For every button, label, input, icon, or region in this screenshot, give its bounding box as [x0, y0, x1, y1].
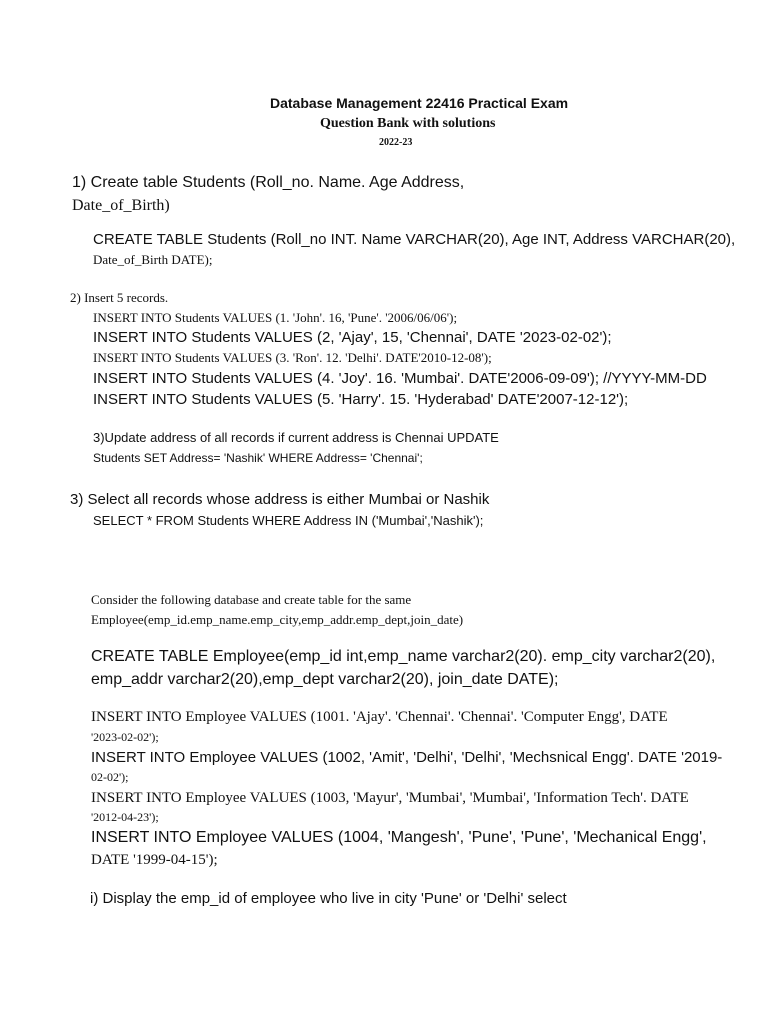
employee-create-line-2: emp_addr varchar2(20),emp_dept varchar2(20), join_date DATE); — [91, 671, 559, 688]
insert-student-4: INSERT INTO Students VALUES (4. 'Joy'. 16. 'Mumbai'. DATE'2006-09-09'); //YYYY-MM-DD — [93, 370, 707, 387]
insert-employee-4-line-2: DATE '1999-04-15'); — [91, 852, 218, 868]
insert-employee-4-line-1: INSERT INTO Employee VALUES (1004, 'Mangesh', 'Pune', 'Pune', 'Mechanical Engg', — [91, 829, 707, 846]
answer-1-line-2: Date_of_Birth DATE); — [93, 252, 213, 267]
employee-intro-line-1: Consider the following database and create table for the same — [91, 592, 412, 607]
question-i: i) Display the emp_id of employee who live in city 'Pune' or 'Delhi' select — [90, 890, 567, 907]
insert-employee-1-line-2: '2023-02-02'); — [91, 730, 159, 744]
question-2-heading: 2) Insert 5 records. — [70, 290, 169, 305]
question-3-select-line-1: 3) Select all records whose address is either Mumbai or Nashik — [70, 491, 490, 508]
employee-create-line-1: CREATE TABLE Employee(emp_id int,emp_name varchar2(20). emp_city varchar2(20), — [91, 648, 716, 665]
question-3-update-line-2: Students SET Address= 'Nashik' WHERE Address= 'Chennai'; — [93, 451, 423, 465]
insert-student-3: INSERT INTO Students VALUES (3. 'Ron'. 12. 'Delhi'. DATE'2010-12-08'); — [93, 350, 492, 365]
document-year: 2022-23 — [379, 137, 413, 148]
answer-1-line-1: CREATE TABLE Students (Roll_no INT. Name VARCHAR(20), Age INT, Address VARCHAR(20), — [93, 231, 736, 248]
insert-employee-3-line-2: '2012-04-23'); — [91, 810, 159, 824]
document-title: Database Management 22416 Practical Exam — [270, 95, 569, 111]
insert-student-5: INSERT INTO Students VALUES (5. 'Harry'. 15. 'Hyderabad' DATE'2007-12-12'); — [93, 391, 629, 408]
question-1-line-2: Date_of_Birth) — [72, 197, 170, 214]
insert-employee-1-line-1: INSERT INTO Employee VALUES (1001. 'Ajay'. 'Chennai'. 'Chennai'. 'Computer Engg', DATE — [91, 709, 668, 725]
insert-employee-3-line-1: INSERT INTO Employee VALUES (1003, 'Mayur', 'Mumbai', 'Mumbai', 'Information Tech'. DATE — [91, 790, 689, 806]
employee-intro-line-2: Employee(emp_id.emp_name.emp_city,emp_addr.emp_dept,join_date) — [91, 612, 464, 627]
question-3-select-line-2: SELECT * FROM Students WHERE Address IN ('Mumbai','Nashik'); — [93, 513, 484, 528]
document-subtitle: Question Bank with solutions — [320, 116, 496, 131]
question-1-line-1: 1) Create table Students (Roll_no. Name. Age Address, — [72, 174, 465, 191]
insert-employee-2-line-2: 02-02'); — [91, 770, 129, 784]
insert-employee-2-line-1: INSERT INTO Employee VALUES (1002, 'Amit', 'Delhi', 'Delhi', 'Mechsnical Engg'. DATE '2019- — [91, 749, 723, 766]
question-3-update-line-1: 3)Update address of all records if current address is Chennai UPDATE — [93, 430, 499, 445]
insert-student-1: INSERT INTO Students VALUES (1. 'John'. 16, 'Pune'. '2006/06/06'); — [93, 310, 458, 325]
insert-student-2: INSERT INTO Students VALUES (2, 'Ajay', 15, 'Chennai', DATE '2023-02-02'); — [93, 329, 612, 346]
